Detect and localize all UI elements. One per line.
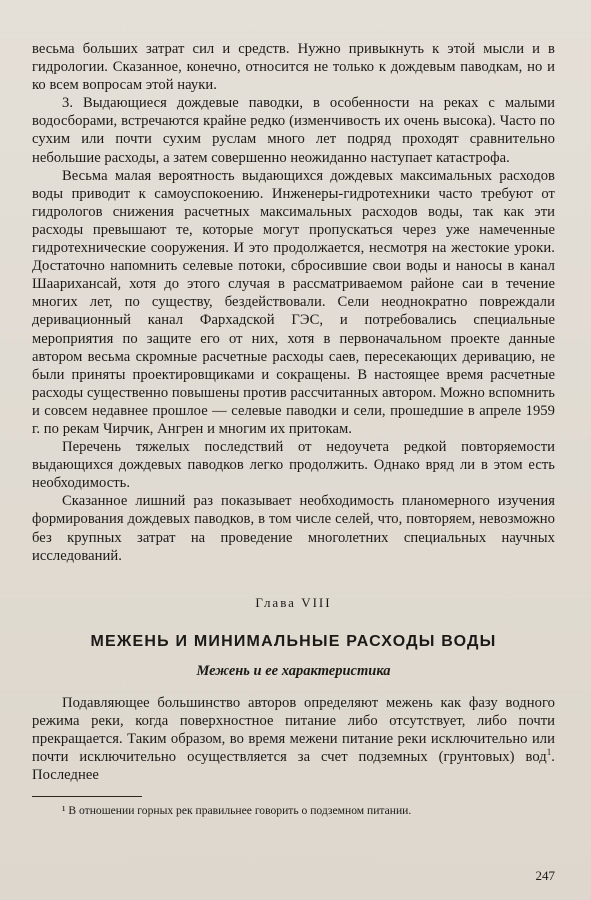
footnote-marker: 1: [546, 747, 552, 758]
paragraph-text: Подавляющее большинство авторов определяют межень как фазу водного режима реки, когда поверхностное питание либо отсутствует, либо почти прекращается. Таким образом, во время межени питание реки исключительно или почти исключительно осуществляется за счет подземных (грунтовых) вод: [32, 694, 555, 765]
body-text-top: [32, 40, 555, 565]
paragraph: Перечень тяжелых последствий от недоучета редкой повторяемости выдающихся дождевых паводков легко продолжить. Однако вряд ли в этом есть необходимость.: [32, 439, 555, 492]
paragraph: 3. Выдающиеся дождевые паводки, в особенности на реках с малыми водосборами, встречаются крайне редко (изменчивость их очень высока). Часто по сухим или почти сухим руслам много лет подряд проходят сравнительно небольшие расходы, а затем совершенно неожиданно наступает катастрофа.: [32, 95, 555, 166]
footnote-divider: [32, 796, 142, 797]
chapter-label: Глава VIII: [255, 594, 332, 610]
paragraph-tail: . Последнее: [32, 749, 555, 784]
page-number: 247: [535, 868, 555, 883]
paragraph: Весьма малая вероятность выдающихся дождевых максимальных расходов воды приводит к самоуспокоению. Инженеры-гидротехники часто требуют от гидрологов снижения расчетных максимальных расходов воды, так как эти расходы превышают те, которые могут пропускаться через уже намеченные гидротехнические сооружения. И это продолжается, несмотря на жестокие уроки. Достаточно напомнить селевые потоки, сбросившие свои воды и наносы в канал Шаариханcай, хотя до этого случая в рассматриваемом районе саи в течение многих лет, по существу, бездействовали. Сели неоднократно повреждали деривационный канал Фархадской ГЭС, и потребовались специальные мероприятия по защите его от них, хотя в первоначальном проекте данные автором весьма скромные расчетные расходы саев, пересекающих деривацию, не были приняты проектировщиками и сокращены. В настоящее время расчетные расходы существенно повышены против рассчитанных автором. Можно вспомнить и совсем недавнее прошлое — селевые паводки и сели, прошедшие в апреле 1959 г. по рекам Чирчик, Ангрен и многим их притокам.: [32, 167, 555, 437]
footnote: ¹ В отношении горных рек правильнее говорить о подземном питании.: [62, 804, 412, 818]
chapter-title: МЕЖЕНЬ И МИНИМАЛЬНЫЕ РАСХОДЫ ВОДЫ: [90, 632, 497, 650]
section-title: Межень и ее характеристика: [196, 662, 391, 679]
paragraph: [32, 694, 555, 784]
paragraph: весьма больших затрат сил и средств. Нужно привыкнуть к этой мысли и в гидрологии. Сказанное, конечно, относится не только к дождевым паводкам, но и ко всем вопросам этой науки.: [32, 41, 555, 94]
paragraph: Сказанное лишний раз показывает необходимость планомерного изучения формирования дождевых паводков, в том числе селей, что, повторяем, невозможно без крупных затрат на проведение многолетних специальных научных исследований.: [32, 493, 555, 564]
body-text-bottom: [32, 694, 555, 784]
